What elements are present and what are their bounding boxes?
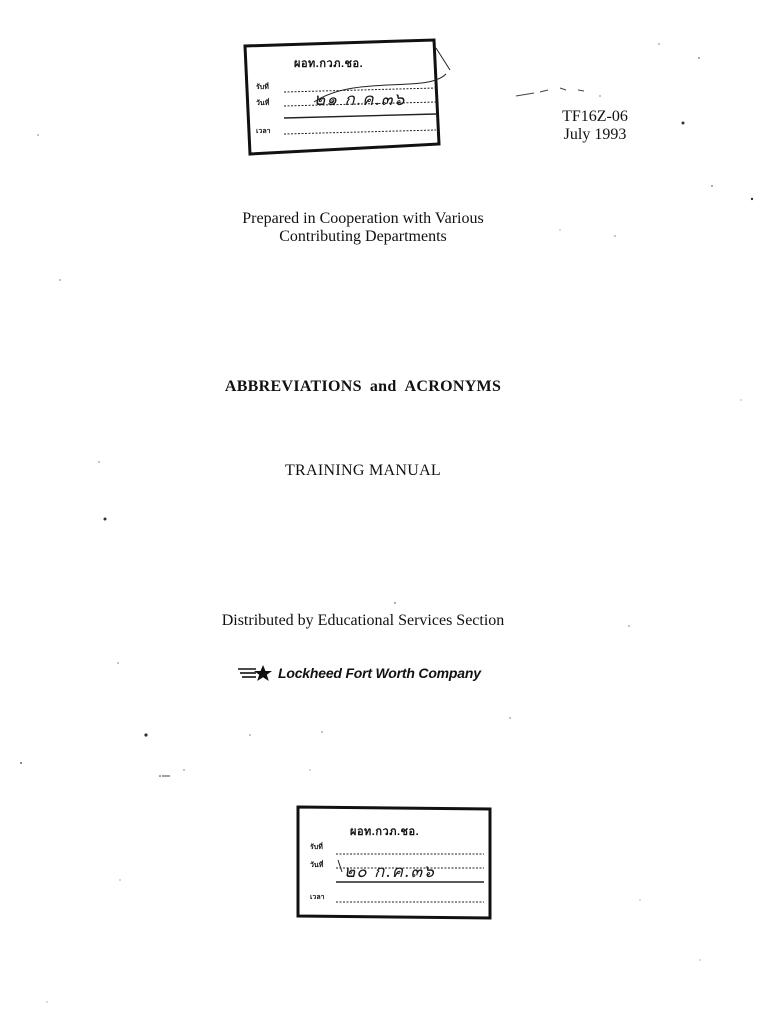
received-stamp-top: [236, 34, 452, 158]
document-subtitle: TRAINING MANUAL: [284, 462, 442, 479]
stamp-label-received: รับที่: [310, 844, 323, 851]
company-line: [236, 662, 481, 684]
prepared-statement: [200, 210, 526, 246]
document-id-block: [540, 108, 650, 144]
document-title: [150, 378, 576, 396]
stamp-header: ผอท.กวภ.ชอ.: [294, 58, 364, 70]
company-name: Lockheed Fort Worth Company: [278, 665, 481, 681]
title-part-1: ABBREVIATIONS: [224, 378, 362, 395]
stamp-handwritten-date: ๒๐ ก.ค.๓๖: [344, 862, 435, 882]
prepared-line-2: Contributing Departments: [279, 228, 447, 245]
prepared-line-1: Prepared in Cooperation with Various: [242, 210, 484, 227]
document-date: July 1993: [563, 126, 627, 143]
stamp-label-time: เวลา: [310, 894, 325, 901]
stamp-label-received: รับที่: [256, 84, 269, 91]
stamp-handwritten-date: ๒๑ ก.ค.๓๖: [314, 90, 406, 110]
title-part-3: ACRONYMS: [404, 378, 502, 395]
received-stamp-bottom: [292, 802, 498, 924]
lockheed-star-logo-icon: [236, 662, 276, 684]
stamp-label-date: วันที่: [310, 862, 324, 869]
stamp-label-time: เวลา: [256, 128, 271, 135]
title-part-2: and: [369, 378, 397, 395]
distribution-statement: Distributed by Educational Services Section: [221, 612, 505, 629]
stamp-header: ผอท.กวภ.ชอ.: [350, 826, 420, 838]
stamp-label-date: วันที่: [256, 100, 270, 107]
document-id: TF16Z-06: [562, 108, 628, 125]
